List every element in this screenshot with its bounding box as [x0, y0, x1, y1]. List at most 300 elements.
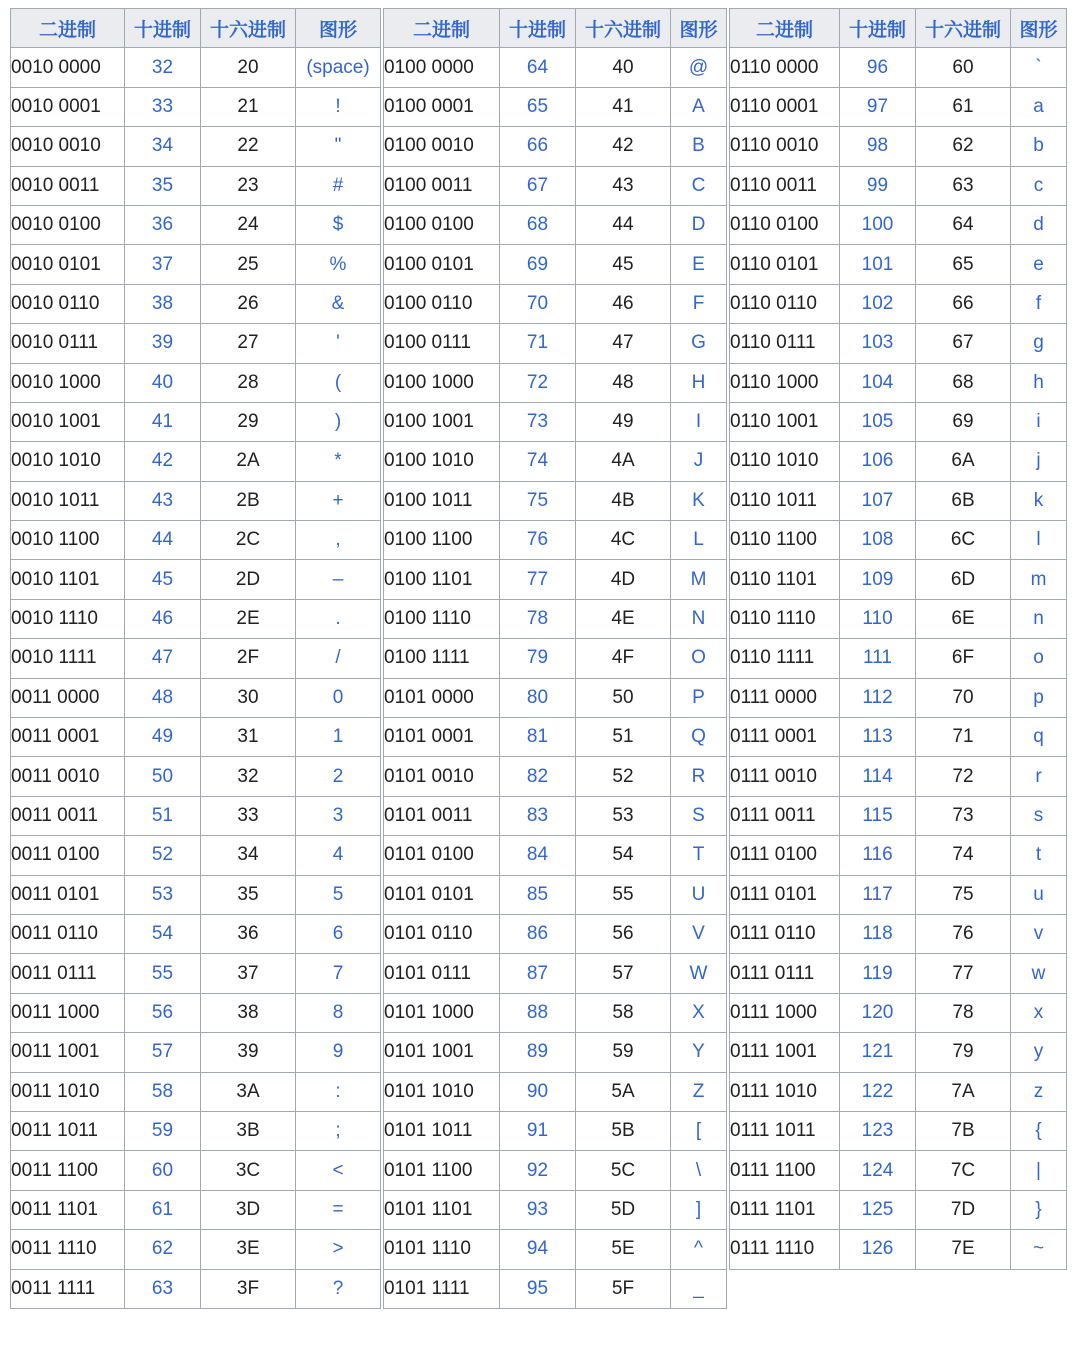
binary-cell: 0101 1111 [384, 1269, 500, 1308]
decimal-cell: 116 [840, 836, 916, 875]
hex-cell: 4F [576, 639, 671, 678]
table-row [730, 993, 1067, 1032]
decimal-cell: 61 [125, 1190, 201, 1229]
table-row [11, 1033, 381, 1072]
hex-cell: 21 [201, 87, 296, 126]
hex-cell: 38 [201, 993, 296, 1032]
hex-cell: 39 [201, 1033, 296, 1072]
hex-cell: 52 [576, 757, 671, 796]
hex-cell: 70 [916, 678, 1011, 717]
binary-cell: 0011 0111 [11, 954, 125, 993]
header-decimal: 十进制 [500, 9, 576, 48]
decimal-cell: 46 [125, 599, 201, 638]
hex-cell: 2E [201, 599, 296, 638]
table-row [730, 1230, 1067, 1269]
table-row [11, 836, 381, 875]
glyph-cell: G [671, 324, 727, 363]
hex-cell: 25 [201, 245, 296, 284]
decimal-cell: 90 [500, 1072, 576, 1111]
table-row [730, 245, 1067, 284]
glyph-cell: ` [1011, 48, 1067, 87]
glyph-cell: a [1011, 87, 1067, 126]
binary-cell: 0011 0001 [11, 718, 125, 757]
binary-cell: 0110 1010 [730, 442, 840, 481]
binary-cell: 0010 0111 [11, 324, 125, 363]
glyph-cell: H [671, 363, 727, 402]
decimal-cell: 58 [125, 1072, 201, 1111]
hex-cell: 6F [916, 639, 1011, 678]
hex-cell: 7B [916, 1111, 1011, 1150]
glyph-cell: } [1011, 1190, 1067, 1229]
glyph-cell: E [671, 245, 727, 284]
hex-cell: 3C [201, 1151, 296, 1190]
glyph-cell: R [671, 757, 727, 796]
glyph-cell: N [671, 599, 727, 638]
decimal-cell: 77 [500, 560, 576, 599]
glyph-cell: e [1011, 245, 1067, 284]
binary-cell: 0110 0010 [730, 127, 840, 166]
hex-cell: 35 [201, 875, 296, 914]
binary-cell: 0111 1001 [730, 1033, 840, 1072]
binary-cell: 0111 0000 [730, 678, 840, 717]
glyph-cell: % [296, 245, 381, 284]
decimal-cell: 76 [500, 521, 576, 560]
table-row [730, 363, 1067, 402]
glyph-cell: _ [671, 1269, 727, 1308]
decimal-cell: 82 [500, 757, 576, 796]
glyph-cell: F [671, 284, 727, 323]
binary-cell: 0011 0110 [11, 914, 125, 953]
decimal-cell: 95 [500, 1269, 576, 1308]
glyph-cell: P [671, 678, 727, 717]
glyph-cell: w [1011, 954, 1067, 993]
decimal-cell: 34 [125, 127, 201, 166]
binary-cell: 0110 0110 [730, 284, 840, 323]
empty-cell [730, 1269, 1067, 1308]
table-row [11, 560, 381, 599]
hex-cell: 6E [916, 599, 1011, 638]
binary-cell: 0111 0001 [730, 718, 840, 757]
table-row [384, 1190, 727, 1229]
decimal-cell: 32 [125, 48, 201, 87]
decimal-cell: 78 [500, 599, 576, 638]
binary-cell: 0101 1100 [384, 1151, 500, 1190]
binary-cell: 0110 1000 [730, 363, 840, 402]
table-row [11, 324, 381, 363]
decimal-cell: 57 [125, 1033, 201, 1072]
binary-cell: 0100 1000 [384, 363, 500, 402]
header-binary: 二进制 [384, 9, 500, 48]
glyph-cell: t [1011, 836, 1067, 875]
hex-cell: 68 [916, 363, 1011, 402]
table-row [384, 402, 727, 441]
decimal-cell: 97 [840, 87, 916, 126]
glyph-cell: s [1011, 796, 1067, 835]
empty-row [730, 1269, 1067, 1308]
table-row [384, 284, 727, 323]
decimal-cell: 93 [500, 1190, 576, 1229]
hex-cell: 31 [201, 718, 296, 757]
table-row [11, 87, 381, 126]
decimal-cell: 99 [840, 166, 916, 205]
table-row [11, 757, 381, 796]
hex-cell: 75 [916, 875, 1011, 914]
decimal-cell: 120 [840, 993, 916, 1032]
glyph-cell: | [1011, 1151, 1067, 1190]
table-row [730, 166, 1067, 205]
table-row [384, 560, 727, 599]
header-row [730, 9, 1067, 48]
glyph-cell: b [1011, 127, 1067, 166]
glyph-cell: Q [671, 718, 727, 757]
glyph-cell: T [671, 836, 727, 875]
table-row [11, 1230, 381, 1269]
glyph-cell: h [1011, 363, 1067, 402]
decimal-cell: 123 [840, 1111, 916, 1150]
binary-cell: 0111 0100 [730, 836, 840, 875]
binary-cell: 0011 1101 [11, 1190, 125, 1229]
table-row [384, 914, 727, 953]
table-row [730, 678, 1067, 717]
binary-cell: 0101 1001 [384, 1033, 500, 1072]
hex-cell: 76 [916, 914, 1011, 953]
binary-cell: 0101 0011 [384, 796, 500, 835]
glyph-cell: r [1011, 757, 1067, 796]
table-row [384, 1151, 727, 1190]
binary-cell: 0100 1010 [384, 442, 500, 481]
header-decimal: 十进制 [840, 9, 916, 48]
hex-cell: 5A [576, 1072, 671, 1111]
binary-cell: 0100 0001 [384, 87, 500, 126]
glyph-cell: [ [671, 1111, 727, 1150]
glyph-cell: x [1011, 993, 1067, 1032]
glyph-cell: u [1011, 875, 1067, 914]
glyph-cell: ] [671, 1190, 727, 1229]
hex-cell: 5B [576, 1111, 671, 1150]
decimal-cell: 107 [840, 481, 916, 520]
table-row [730, 1033, 1067, 1072]
glyph-cell: $ [296, 205, 381, 244]
binary-cell: 0100 0000 [384, 48, 500, 87]
decimal-cell: 56 [125, 993, 201, 1032]
binary-cell: 0010 1101 [11, 560, 125, 599]
decimal-cell: 113 [840, 718, 916, 757]
glyph-cell: 1 [296, 718, 381, 757]
binary-cell: 0100 0101 [384, 245, 500, 284]
table-row [384, 127, 727, 166]
hex-cell: 77 [916, 954, 1011, 993]
decimal-cell: 105 [840, 402, 916, 441]
glyph-cell: O [671, 639, 727, 678]
header-decimal: 十进制 [125, 9, 201, 48]
glyph-cell: < [296, 1151, 381, 1190]
hex-cell: 20 [201, 48, 296, 87]
glyph-cell: = [296, 1190, 381, 1229]
table-row [11, 127, 381, 166]
table-row [11, 993, 381, 1032]
glyph-cell: g [1011, 324, 1067, 363]
binary-cell: 0101 1110 [384, 1230, 500, 1269]
hex-cell: 53 [576, 796, 671, 835]
glyph-cell: Y [671, 1033, 727, 1072]
binary-cell: 0110 1111 [730, 639, 840, 678]
hex-cell: 2D [201, 560, 296, 599]
table-row [384, 205, 727, 244]
table-row [11, 1151, 381, 1190]
header-glyph: 图形 [296, 9, 381, 48]
decimal-cell: 89 [500, 1033, 576, 1072]
hex-cell: 23 [201, 166, 296, 205]
decimal-cell: 79 [500, 639, 576, 678]
binary-cell: 0011 1011 [11, 1111, 125, 1150]
decimal-cell: 125 [840, 1190, 916, 1229]
ascii-tables [10, 8, 1067, 1309]
decimal-cell: 84 [500, 836, 576, 875]
decimal-cell: 80 [500, 678, 576, 717]
glyph-cell: C [671, 166, 727, 205]
binary-cell: 0110 1011 [730, 481, 840, 520]
glyph-cell: j [1011, 442, 1067, 481]
hex-cell: 55 [576, 875, 671, 914]
ascii-table-section-1 [10, 8, 381, 1309]
binary-cell: 0010 1111 [11, 639, 125, 678]
glyph-cell: 6 [296, 914, 381, 953]
binary-cell: 0101 0101 [384, 875, 500, 914]
hex-cell: 7A [916, 1072, 1011, 1111]
table-row [11, 166, 381, 205]
table-row [384, 1033, 727, 1072]
table-row [384, 1111, 727, 1150]
glyph-cell: S [671, 796, 727, 835]
glyph-cell: 8 [296, 993, 381, 1032]
binary-cell: 0100 0100 [384, 205, 500, 244]
decimal-cell: 42 [125, 442, 201, 481]
table-row [384, 639, 727, 678]
glyph-cell: & [296, 284, 381, 323]
glyph-cell: ) [296, 402, 381, 441]
glyph-cell: : [296, 1072, 381, 1111]
hex-cell: 26 [201, 284, 296, 323]
decimal-cell: 63 [125, 1269, 201, 1308]
decimal-cell: 64 [500, 48, 576, 87]
table-row [11, 599, 381, 638]
glyph-cell: J [671, 442, 727, 481]
binary-cell: 0100 0110 [384, 284, 500, 323]
decimal-cell: 54 [125, 914, 201, 953]
hex-cell: 60 [916, 48, 1011, 87]
hex-cell: 27 [201, 324, 296, 363]
hex-cell: 62 [916, 127, 1011, 166]
table-row [11, 48, 381, 87]
glyph-cell: p [1011, 678, 1067, 717]
binary-cell: 0010 1100 [11, 521, 125, 560]
hex-cell: 65 [916, 245, 1011, 284]
binary-cell: 0010 1010 [11, 442, 125, 481]
header-hex: 十六进制 [576, 9, 671, 48]
decimal-cell: 62 [125, 1230, 201, 1269]
hex-cell: 71 [916, 718, 1011, 757]
glyph-cell: ( [296, 363, 381, 402]
hex-cell: 44 [576, 205, 671, 244]
table-row [730, 1072, 1067, 1111]
hex-cell: 78 [916, 993, 1011, 1032]
binary-cell: 0110 1100 [730, 521, 840, 560]
glyph-cell: > [296, 1230, 381, 1269]
decimal-cell: 110 [840, 599, 916, 638]
table-row [11, 1072, 381, 1111]
hex-cell: 2F [201, 639, 296, 678]
decimal-cell: 60 [125, 1151, 201, 1190]
header-hex: 十六进制 [201, 9, 296, 48]
table-row [11, 521, 381, 560]
header-hex: 十六进制 [916, 9, 1011, 48]
decimal-cell: 75 [500, 481, 576, 520]
binary-cell: 0110 1001 [730, 402, 840, 441]
decimal-cell: 124 [840, 1151, 916, 1190]
table-row [11, 954, 381, 993]
hex-cell: 4A [576, 442, 671, 481]
glyph-cell: , [296, 521, 381, 560]
hex-cell: 29 [201, 402, 296, 441]
binary-cell: 0101 0111 [384, 954, 500, 993]
table-row [730, 836, 1067, 875]
hex-cell: 6B [916, 481, 1011, 520]
decimal-cell: 126 [840, 1230, 916, 1269]
hex-cell: 63 [916, 166, 1011, 205]
decimal-cell: 35 [125, 166, 201, 205]
hex-cell: 4B [576, 481, 671, 520]
binary-cell: 0010 0010 [11, 127, 125, 166]
decimal-cell: 55 [125, 954, 201, 993]
glyph-cell: o [1011, 639, 1067, 678]
hex-cell: 34 [201, 836, 296, 875]
hex-cell: 3A [201, 1072, 296, 1111]
glyph-cell: @ [671, 48, 727, 87]
decimal-cell: 45 [125, 560, 201, 599]
glyph-cell: n [1011, 599, 1067, 638]
decimal-cell: 43 [125, 481, 201, 520]
glyph-cell: ^ [671, 1230, 727, 1269]
table-row [11, 639, 381, 678]
binary-cell: 0011 0000 [11, 678, 125, 717]
hex-cell: 5C [576, 1151, 671, 1190]
hex-cell: 6D [916, 560, 1011, 599]
glyph-cell: ; [296, 1111, 381, 1150]
glyph-cell: " [296, 127, 381, 166]
table-row [384, 521, 727, 560]
binary-cell: 0111 1000 [730, 993, 840, 1032]
ascii-table-section-3 [729, 8, 1067, 1308]
decimal-cell: 92 [500, 1151, 576, 1190]
hex-cell: 4D [576, 560, 671, 599]
table-row [384, 363, 727, 402]
table-row [384, 48, 727, 87]
header-glyph: 图形 [671, 9, 727, 48]
hex-cell: 2A [201, 442, 296, 481]
decimal-cell: 36 [125, 205, 201, 244]
table-row [730, 324, 1067, 363]
ascii-table-section-2 [383, 8, 727, 1309]
table-row [384, 245, 727, 284]
binary-cell: 0011 1111 [11, 1269, 125, 1308]
hex-cell: 51 [576, 718, 671, 757]
table-row [730, 402, 1067, 441]
glyph-cell: i [1011, 402, 1067, 441]
decimal-cell: 53 [125, 875, 201, 914]
table-row [384, 599, 727, 638]
table-row [730, 599, 1067, 638]
glyph-cell: 7 [296, 954, 381, 993]
hex-cell: 43 [576, 166, 671, 205]
hex-cell: 3D [201, 1190, 296, 1229]
binary-cell: 0110 1101 [730, 560, 840, 599]
decimal-cell: 94 [500, 1230, 576, 1269]
glyph-cell: X [671, 993, 727, 1032]
table-row [730, 205, 1067, 244]
decimal-cell: 37 [125, 245, 201, 284]
binary-cell: 0010 0110 [11, 284, 125, 323]
binary-cell: 0110 0101 [730, 245, 840, 284]
glyph-cell: { [1011, 1111, 1067, 1150]
table-row [11, 914, 381, 953]
decimal-cell: 68 [500, 205, 576, 244]
glyph-cell: + [296, 481, 381, 520]
decimal-cell: 41 [125, 402, 201, 441]
table-row [730, 560, 1067, 599]
decimal-cell: 33 [125, 87, 201, 126]
table-row [384, 796, 727, 835]
decimal-cell: 44 [125, 521, 201, 560]
glyph-cell: v [1011, 914, 1067, 953]
decimal-cell: 39 [125, 324, 201, 363]
table-row [384, 757, 727, 796]
header-row [11, 9, 381, 48]
hex-cell: 5D [576, 1190, 671, 1229]
table-row [730, 875, 1067, 914]
hex-cell: 79 [916, 1033, 1011, 1072]
hex-cell: 40 [576, 48, 671, 87]
hex-cell: 66 [916, 284, 1011, 323]
decimal-cell: 118 [840, 914, 916, 953]
binary-cell: 0111 1110 [730, 1230, 840, 1269]
decimal-cell: 70 [500, 284, 576, 323]
decimal-cell: 121 [840, 1033, 916, 1072]
hex-cell: 3E [201, 1230, 296, 1269]
header-binary: 二进制 [11, 9, 125, 48]
table-row [384, 875, 727, 914]
hex-cell: 30 [201, 678, 296, 717]
decimal-cell: 74 [500, 442, 576, 481]
glyph-cell: U [671, 875, 727, 914]
glyph-cell: 9 [296, 1033, 381, 1072]
decimal-cell: 102 [840, 284, 916, 323]
binary-cell: 0011 1010 [11, 1072, 125, 1111]
table-row [11, 1190, 381, 1229]
glyph-cell: . [296, 599, 381, 638]
hex-cell: 57 [576, 954, 671, 993]
table-row [730, 127, 1067, 166]
decimal-cell: 49 [125, 718, 201, 757]
binary-cell: 0011 0101 [11, 875, 125, 914]
glyph-cell: D [671, 205, 727, 244]
table-row [11, 875, 381, 914]
binary-cell: 0111 1011 [730, 1111, 840, 1150]
decimal-cell: 73 [500, 402, 576, 441]
table-row [384, 1072, 727, 1111]
hex-cell: 67 [916, 324, 1011, 363]
header-binary: 二进制 [730, 9, 840, 48]
glyph-cell: 2 [296, 757, 381, 796]
